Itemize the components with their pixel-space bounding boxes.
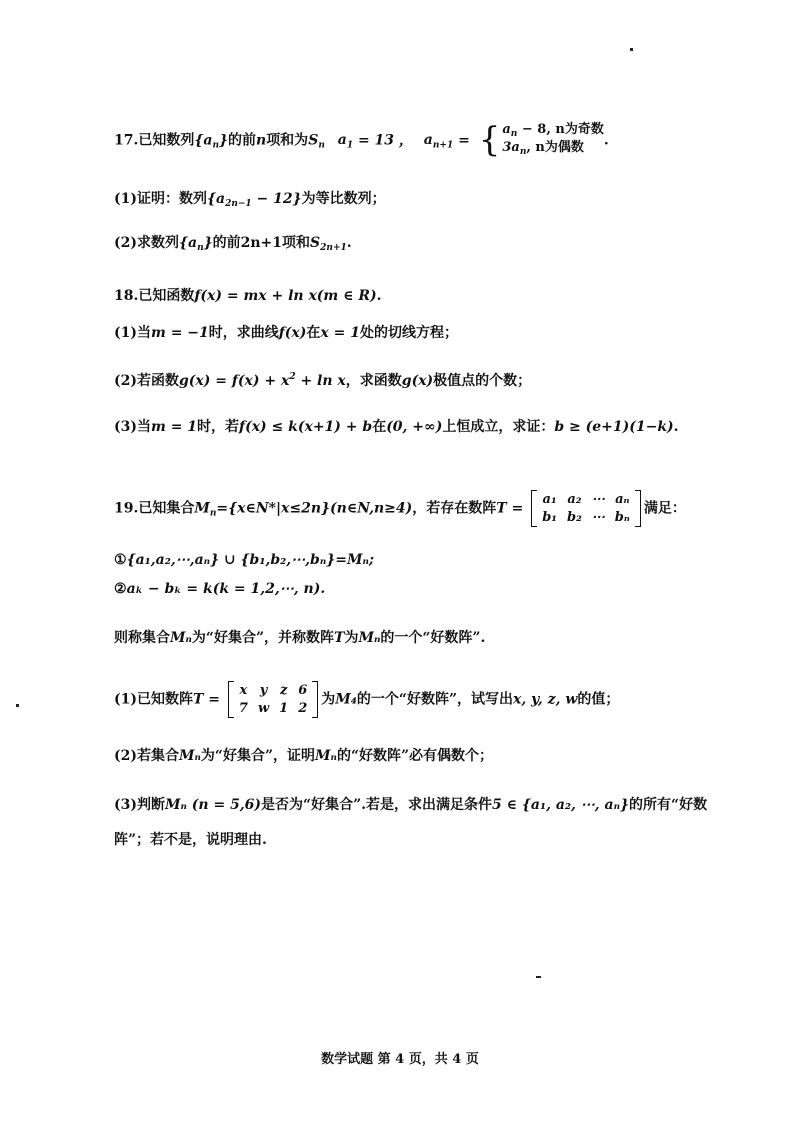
matrix-cell: y bbox=[259, 683, 268, 698]
q17-part1: (1)证明：数列$\{a_{2n-1} - 12\}$为等比数列； bbox=[114, 191, 386, 209]
q17-intro: 17.已知数列$\{a_n\}$的前n项和为$S_n$ $a_1 = 13$ ， $a_{n+1}$ = { $a_n - 8$, n为奇数 $3a_n$, n为偶数 . bbox=[114, 120, 609, 161]
matrix-cell: 6 bbox=[298, 683, 308, 698]
matrix-T bbox=[531, 490, 641, 527]
piecewise-definition bbox=[479, 122, 604, 159]
matrix-cell: 2 bbox=[298, 700, 308, 716]
scan-speck bbox=[16, 704, 19, 707]
scan-speck bbox=[630, 48, 633, 51]
left-brace: { bbox=[478, 120, 501, 161]
matrix-cell: w bbox=[257, 700, 270, 716]
q18-part1: (1)当m = −1时，求曲线f(x)在x = 1处的切线方程； bbox=[114, 325, 458, 341]
q19-part3: (3)判断Mₙ (n = 5,6)是否为“好集合”.若是，求出满足条件5 ∈ {a₁, a₂, ⋯, aₙ}的所有“好数 bbox=[114, 797, 708, 813]
matrix-cell: 1 bbox=[279, 700, 289, 716]
matrix-cell: a₂ bbox=[567, 492, 582, 507]
matrix-cell: b₂ bbox=[566, 509, 582, 525]
matrix-cell: b₁ bbox=[542, 509, 557, 525]
case-odd: $a_n - 8$, n为奇数 bbox=[502, 122, 604, 139]
matrix-cell: x bbox=[239, 683, 248, 698]
matrix-cell: aₙ bbox=[615, 492, 630, 507]
q18-part2: (2)若函数$g(x) = f(x) + x^2 + \ln x$，求函数g(x)极值点的个数； bbox=[114, 372, 532, 389]
matrix-cell: ⋯ bbox=[591, 492, 605, 507]
q19-intro: 19.已知集合$M_n=\{x\in N*|x\le 2n\}(n\in N,n\ge 4)$，若存在数阵T = a₁ a₂ ⋯ aₙ b₁ b₂ ⋯ bₙ 满足： bbox=[114, 490, 686, 527]
q19-definition: 则称集合Mₙ为“好集合”，并称数阵T为Mₙ的一个“好数阵”. bbox=[114, 630, 486, 646]
q19-condition1: ①{a₁,a₂,⋯,aₙ} ∪ {b₁,b₂,⋯,bₙ}=Mₙ; bbox=[114, 552, 375, 568]
matrix-M4 bbox=[228, 681, 318, 718]
q18-intro: 18.已知函数f(x) = mx + ln x(m ∈ R). bbox=[114, 288, 382, 304]
q18-part3: (3)当m = 1时，若f(x) ≤ k(x+1) + b在(0, +∞)上恒成立，求证：b ≥ (e+1)(1−k). bbox=[114, 419, 679, 435]
case-even: $3a_n$, n为偶数 bbox=[502, 140, 584, 158]
scan-speck bbox=[536, 976, 541, 978]
matrix-cell: a₁ bbox=[542, 492, 557, 507]
q19-condition2: ②aₖ − bₖ = k(k = 1,2,⋯, n). bbox=[114, 581, 326, 597]
q19-part2: (2)若集合Mₙ为“好集合”，证明Mₙ的“好数阵”必有偶数个； bbox=[114, 748, 494, 764]
matrix-cell: bₙ bbox=[614, 509, 630, 525]
matrix-cell: ⋯ bbox=[591, 509, 605, 525]
page-footer: 数学试题 第 4 页，共 4 页 bbox=[321, 1052, 479, 1067]
q19-part3-cont: 阵”；若不是，说明理由. bbox=[114, 832, 267, 848]
q19-part1: (1)已知数阵T = x y z 6 7 w 1 2 为M₄的一个“好数阵”，试写出x, y, z, w的值； bbox=[114, 681, 619, 718]
matrix-cell: z bbox=[279, 683, 288, 698]
q17-part2: (2)求数列$\{a_n\}$的前2n+1项和$S_{2n+1}$. bbox=[114, 235, 352, 253]
matrix-cell: 7 bbox=[238, 700, 248, 716]
